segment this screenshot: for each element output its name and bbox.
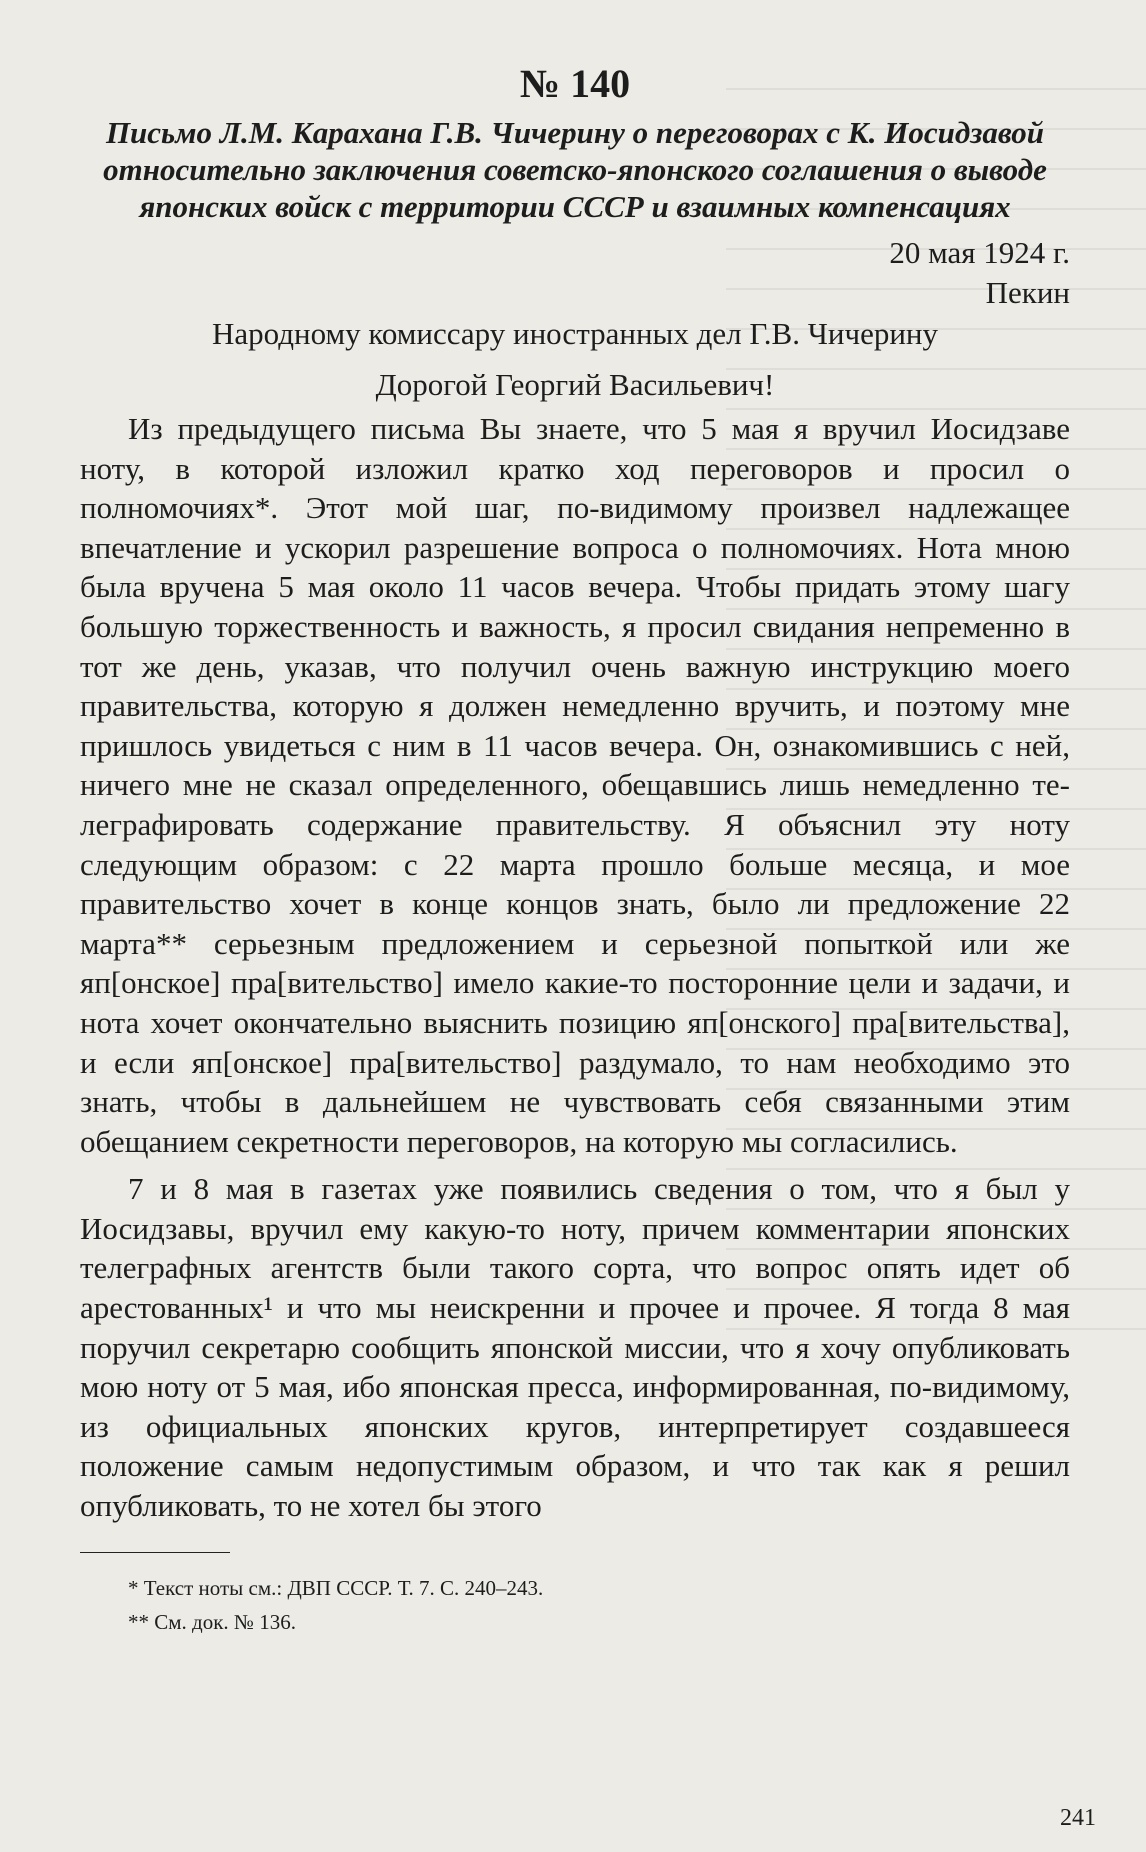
document-date: 20 мая 1924 г.: [889, 235, 1070, 270]
body-paragraph-2: 7 и 8 мая в газетах уже появились сведения о том, что я был у Иосидзавы, вручил ему какую-то ноту, причем комментарии японских телеграфных агентств были такого сорта, что вопрос опять идет об арестованных¹ и что мы неискренни и прочее и прочее. Я тогда 8 мая поручил секретарю сообщить японской миссии, что я хочу опубликовать мою ноту от 5 мая, ибо японская пресса, информированная, по-видимому, из официальных японских кругов, интерпретирует создавшееся положение самым недопустимым образом, и что так как я решил опубликовать, то не хотел бы этого: [80, 1171, 1070, 1524]
document-number: № 140: [519, 61, 631, 106]
footnote-separator: [80, 1552, 230, 1553]
footnote-2: ** См. док. № 136.: [128, 1609, 296, 1634]
addressee: Народному комиссару иностранных дел Г.В. Чичерину: [211, 316, 939, 351]
salutation: Дорогой Георгий Васильевич!: [375, 367, 775, 402]
body-paragraph-1: Из предыдущего письма Вы знаете, что 5 мая я вручил Иосидзаве ноту, в которой изложил кратко ход переговоров и просил о полномочиях*. Этот мой шаг, по-видимому произвел надлежащее впечатление и ускорил разрешение вопроса о полномочиях. Нота мною была вручена 5 мая около 11 часов вечера. Чтобы придать этому шагу большую торжественность и важность, я просил свидания непременно в тот же день, указав, что получил очень важную инструкцию моего правительства, которую я должен немедленно вручить, и поэтому мне пришлось увидеться с ним в 11 часов вечера. Он, ознакомившись с ней, ничего мне не сказал определенного, обещавшись лишь немедленно телеграфировать содержание правительству. Я объяснил эту ноту следующим образом: с 22 марта прошло больше месяца, и мое правительство хочет в конце концов знать, было ли предложение 22 марта** серьезным предложением и серьезной попыткой или же яп[онское] пра[вительство] имело какие-то посторонние цели и задачи, и нота хочет окончательно выяснить позицию яп[онского] пра[вительства], и если яп[онское] пра[вительство] раздумало, то нам необходимо это знать, чтобы в дальнейшем не чувствовать себя связанными этим обещанием секретности переговоров, на которую мы согласились.: [80, 411, 1070, 1159]
page-number: 241: [1060, 1805, 1096, 1831]
letter-body: [80, 409, 1070, 1526]
footnote-1: * Текст ноты см.: ДВП СССР. Т. 7. С. 240–243.: [128, 1575, 544, 1600]
footnotes: [80, 1571, 1070, 1639]
document-page: [80, 60, 1070, 1820]
document-place: Пекин: [985, 275, 1070, 310]
document-title: Письмо Л.М. Карахана Г.В. Чичерину о переговорах с К. Иосидзавой относительно заключения советско-японского соглашения о выводе японских войск с территории СССР и взаимных компенсациях: [103, 115, 1047, 224]
